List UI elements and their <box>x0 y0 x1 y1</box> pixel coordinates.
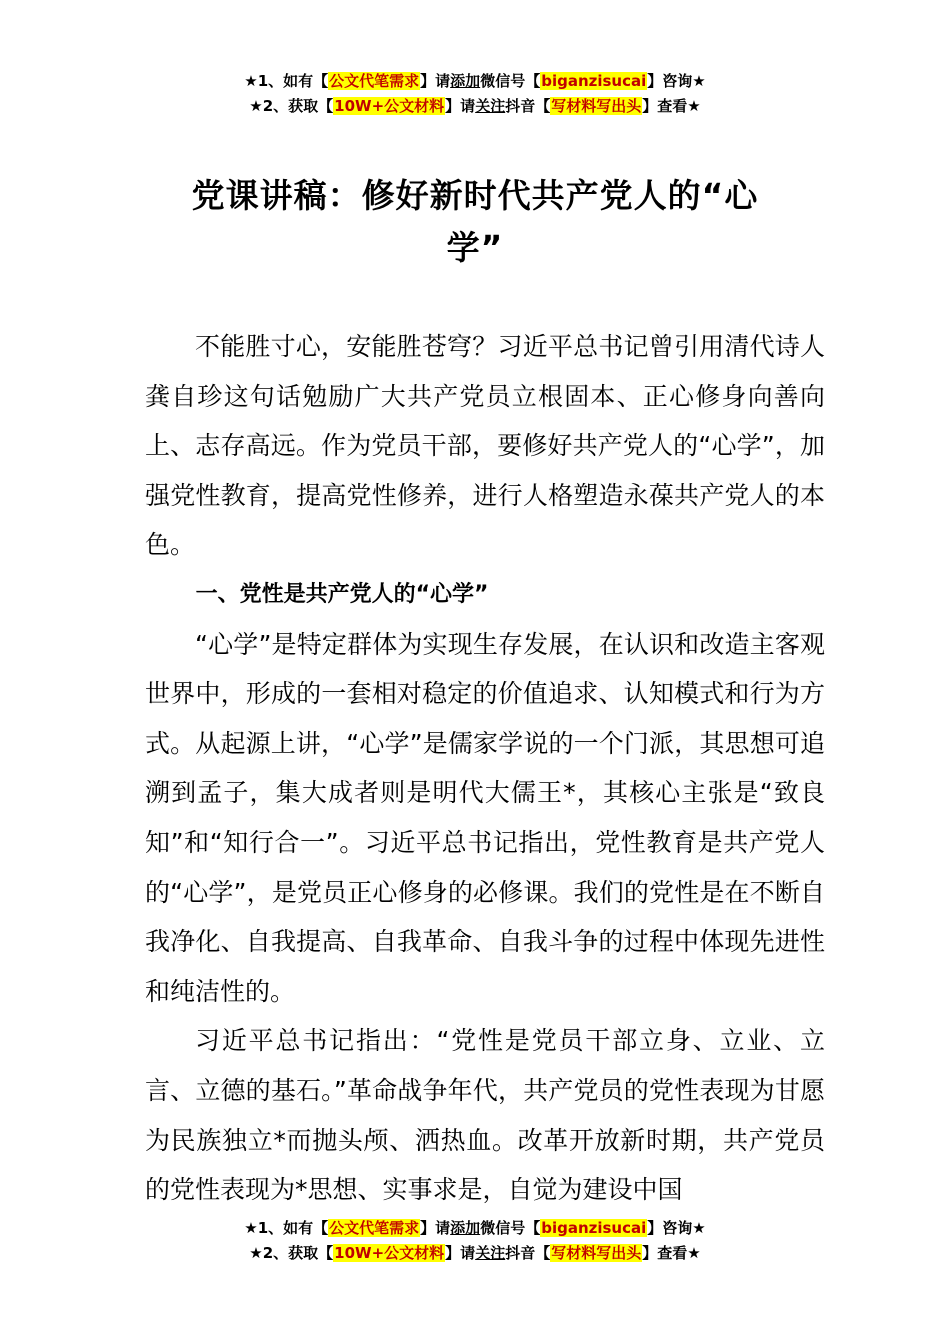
highlight-wechat-id: biganzisucai <box>541 1219 647 1237</box>
banner-text: 微信号【 <box>480 1219 541 1237</box>
banner-text: 1、如有【 <box>257 72 329 90</box>
star-icon: ★ <box>249 1244 263 1262</box>
banner-text: 】请 <box>445 97 476 115</box>
star-icon: ★ <box>244 1219 258 1237</box>
highlight-materials: 10W+公文材料 <box>334 1244 445 1262</box>
highlight-douyin: 写材料写出头 <box>551 1244 642 1262</box>
banner-text: 】请 <box>420 72 451 90</box>
banner-emphasis: 关注 <box>475 1244 506 1262</box>
title-line-2: 学” <box>446 228 504 267</box>
header-banner <box>0 69 950 119</box>
banner-text: 】请 <box>420 1219 451 1237</box>
banner-text: 】查看 <box>642 97 688 115</box>
section-heading-1: 一、党性是共产党人的“心学” <box>195 581 489 607</box>
banner-text: 】查看 <box>642 1244 688 1262</box>
paragraph-2: “心学”是特定群体为实现生存发展，在认识和改造主客观世界中，形成的一套相对稳定的价值追求、认知模式和行为方式。从起源上讲，“心学”是儒家学说的一个门派，其思想可追溯到孟子，集大成者则是明代大儒王*，其核心主张是“致良知”和“知行合一”。习近平总书记指出，党性教育是共产党人的“心学”，是党员正心修身的必修课。我们的党性是在不断自我净化、自我提高、自我革命、自我斗争的过程中体现先进性和纯洁性的。 <box>145 629 825 1006</box>
banner-text: 2、获取【 <box>262 97 334 115</box>
footer-banner <box>0 1216 950 1266</box>
banner-emphasis: 添加 <box>450 72 481 90</box>
highlight-service: 公文代笔需求 <box>329 1219 420 1237</box>
star-icon: ★ <box>687 97 701 115</box>
star-icon: ★ <box>692 72 706 90</box>
banner-text: 】咨询 <box>647 72 693 90</box>
banner-emphasis: 关注 <box>475 97 506 115</box>
banner-line-2 <box>0 94 950 119</box>
banner-text: 2、获取【 <box>262 1244 334 1262</box>
banner-line-1 <box>0 69 950 94</box>
star-icon: ★ <box>249 97 263 115</box>
highlight-materials: 10W+公文材料 <box>334 97 445 115</box>
banner-text: 微信号【 <box>480 72 541 90</box>
star-icon: ★ <box>244 72 258 90</box>
highlight-douyin: 写材料写出头 <box>551 97 642 115</box>
banner-text: 】请 <box>445 1244 476 1262</box>
paragraph-3: 习近平总书记指出：“党性是党员干部立身、立业、立言、立德的基石。”革命战争年代，共产党员的党性表现为甘愿为民族独立*而抛头颅、洒热血。改革开放新时期，共产党员的党性表现为*思想、实事求是，自觉为建设中国 <box>145 1026 825 1205</box>
banner-text: 抖音【 <box>505 1244 551 1262</box>
highlight-wechat-id: biganzisucai <box>541 72 647 90</box>
star-icon: ★ <box>692 1219 706 1237</box>
highlight-service: 公文代笔需求 <box>329 72 420 90</box>
banner-text: 1、如有【 <box>257 1219 329 1237</box>
document-title <box>150 170 800 274</box>
banner-emphasis: 添加 <box>450 1219 481 1237</box>
star-icon: ★ <box>687 1244 701 1262</box>
banner-text: 抖音【 <box>505 97 551 115</box>
banner-line-2 <box>0 1241 950 1266</box>
paragraph-intro: 不能胜寸心，安能胜苍穹？习近平总书记曾引用清代诗人龚自珍这句话勉励广大共产党员立根固本、正心修身向善向上、志存高远。作为党员干部，要修好共产党人的“心学”，加强党性教育，提高党性修养，进行人格塑造永葆共产党人的本色。 <box>145 332 825 560</box>
document-body <box>145 322 825 1215</box>
title-line-1: 党课讲稿：修好新时代共产党人的“心 <box>191 176 759 215</box>
banner-line-1 <box>0 1216 950 1241</box>
banner-text: 】咨询 <box>647 1219 693 1237</box>
